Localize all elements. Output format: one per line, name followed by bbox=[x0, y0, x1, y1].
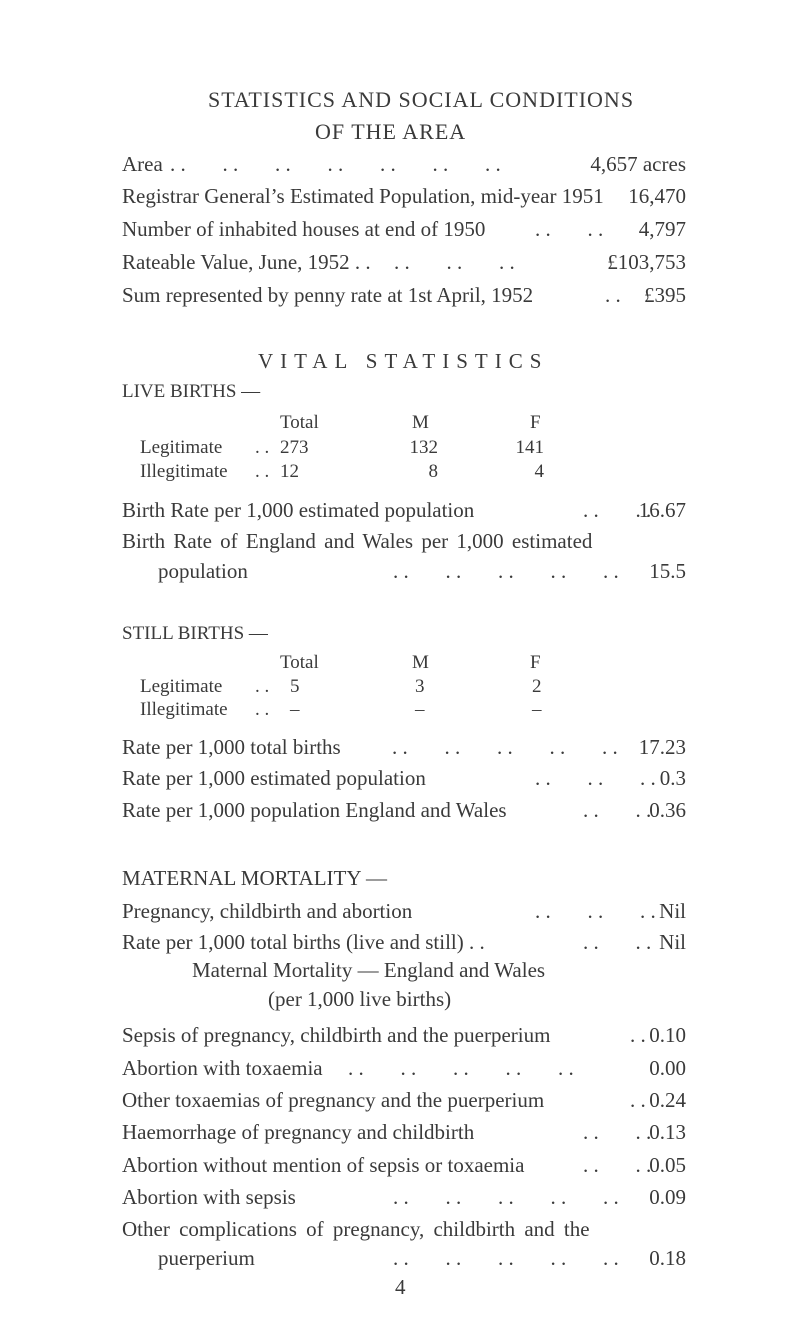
area-value: 4,657 acres bbox=[590, 152, 686, 176]
live-legitimate-dots: . . bbox=[255, 437, 270, 458]
live-births-col-total: Total bbox=[280, 412, 319, 433]
still-rate-total-births-label: Rate per 1,000 total births bbox=[122, 735, 341, 759]
still-illegitimate-m: – bbox=[415, 699, 425, 720]
vital-statistics-heading: VITAL STATISTICS bbox=[258, 349, 549, 373]
cause-abortion-sepsis-label: Abortion with sepsis bbox=[122, 1185, 296, 1209]
cause-abortion-toxaemia-value: 0.00 bbox=[649, 1056, 686, 1080]
houses-value: 4,797 bbox=[638, 217, 686, 241]
cause-other-toxaemias-value: 0.24 bbox=[649, 1088, 686, 1112]
cause-abortion-sepsis-value: 0.09 bbox=[649, 1185, 686, 1209]
live-legitimate-total: 273 bbox=[280, 437, 309, 458]
maternal-pregnancy-leader: . . . . . . bbox=[535, 899, 656, 923]
cause-other-complications-line2: puerperium bbox=[158, 1246, 255, 1270]
live-illegitimate-dots: . . bbox=[255, 461, 270, 482]
live-illegitimate-label: Illegitimate bbox=[140, 461, 228, 482]
rateable-label: Rateable Value, June, 1952 . . bbox=[122, 250, 371, 274]
still-legitimate-label: Legitimate bbox=[140, 676, 223, 697]
cause-sepsis-value: 0.10 bbox=[649, 1023, 686, 1047]
birth-rate-label: Birth Rate per 1,000 estimated population bbox=[122, 498, 475, 522]
houses-label: Number of inhabited houses at end of 1950 bbox=[122, 217, 486, 241]
population-label: Registrar General’s Estimated Population, mid-year 1951 bbox=[122, 184, 604, 208]
rateable-value: £103,753 bbox=[607, 250, 686, 274]
live-illegitimate-f: 4 bbox=[534, 461, 544, 482]
still-legitimate-dots: . . bbox=[255, 676, 270, 697]
maternal-pregnancy-label: Pregnancy, childbirth and abortion bbox=[122, 899, 413, 923]
houses-leader: . . . . bbox=[535, 217, 604, 241]
live-births-col-m: M bbox=[412, 412, 429, 433]
cause-sepsis-label: Sepsis of pregnancy, childbirth and the puerperium bbox=[122, 1023, 551, 1047]
ew-birth-rate-line2: population bbox=[158, 559, 248, 583]
still-rate-ew-label: Rate per 1,000 population England and Wales bbox=[122, 798, 507, 822]
still-rate-ew-value: 0.36 bbox=[649, 798, 686, 822]
cause-other-toxaemias-leader: . . bbox=[630, 1088, 646, 1112]
population-value: 16,470 bbox=[628, 184, 686, 208]
ew-birth-rate-leader: . . . . . . . . . . bbox=[393, 559, 619, 583]
birth-rate-value: 16.67 bbox=[638, 498, 686, 522]
still-rate-total-births-value: 17.23 bbox=[638, 735, 686, 759]
maternal-rate-label: Rate per 1,000 total births (live and still) . . bbox=[122, 930, 485, 954]
cause-other-toxaemias-label: Other toxaemias of pregnancy and the puerperium bbox=[122, 1088, 545, 1112]
cause-abortion-no-sepsis-label: Abortion without mention of sepsis or toxaemia bbox=[122, 1153, 525, 1177]
maternal-ew-subheading: (per 1,000 live births) bbox=[268, 987, 452, 1011]
cause-other-complications-leader: . . . . . . . . . . bbox=[393, 1246, 619, 1270]
still-births-col-f: F bbox=[530, 652, 541, 673]
still-legitimate-f: 2 bbox=[532, 676, 542, 697]
live-births-col-f: F bbox=[530, 412, 541, 433]
penny-rate-leader: . . bbox=[605, 283, 621, 307]
still-legitimate-m: 3 bbox=[415, 676, 425, 697]
ew-birth-rate-value: 15.5 bbox=[649, 559, 686, 583]
still-rate-population-label: Rate per 1,000 estimated population bbox=[122, 766, 426, 790]
area-leader: . . . . . . . . . . . . . . bbox=[170, 152, 501, 176]
cause-abortion-toxaemia-label: Abortion with toxaemia bbox=[122, 1056, 323, 1080]
maternal-ew-heading: Maternal Mortality — England and Wales bbox=[192, 958, 546, 982]
area-label: Area bbox=[122, 152, 163, 176]
still-illegitimate-total: – bbox=[290, 699, 300, 720]
still-legitimate-total: 5 bbox=[290, 676, 300, 697]
live-legitimate-label: Legitimate bbox=[140, 437, 223, 458]
still-rate-population-value: 0.3 bbox=[659, 766, 686, 790]
cause-other-complications-line1: Other complications of pregnancy, childbirth and the bbox=[122, 1217, 590, 1241]
penny-rate-label: Sum represented by penny rate at 1st April, 1952 bbox=[122, 283, 534, 307]
maternal-rate-leader: . . . . bbox=[583, 930, 652, 954]
penny-rate-value: £395 bbox=[644, 283, 686, 307]
cause-haemorrhage-leader: . . . . bbox=[583, 1120, 652, 1144]
live-births-heading: LIVE BIRTHS — bbox=[122, 381, 261, 402]
still-rate-total-births-leader: . . . . . . . . . . bbox=[392, 735, 618, 759]
maternal-heading: MATERNAL MORTALITY — bbox=[122, 866, 387, 890]
still-rate-population-leader: . . . . . . bbox=[535, 766, 656, 790]
maternal-pregnancy-value: Nil bbox=[659, 899, 686, 923]
still-births-heading: STILL BIRTHS — bbox=[122, 623, 268, 644]
still-births-col-m: M bbox=[412, 652, 429, 673]
live-illegitimate-m: 8 bbox=[428, 461, 438, 482]
live-illegitimate-total: 12 bbox=[280, 461, 299, 482]
cause-abortion-sepsis-leader: . . . . . . . . . . bbox=[393, 1185, 619, 1209]
live-legitimate-f: 141 bbox=[515, 437, 544, 458]
still-illegitimate-dots: . . bbox=[255, 699, 270, 720]
still-illegitimate-f: – bbox=[532, 699, 542, 720]
still-rate-ew-leader: . . . . bbox=[583, 798, 652, 822]
live-legitimate-m: 132 bbox=[409, 437, 438, 458]
cause-abortion-toxaemia-leader: . . . . . . . . . . bbox=[348, 1056, 574, 1080]
page-subtitle: OF THE AREA bbox=[315, 119, 467, 144]
cause-abortion-no-sepsis-value: 0.05 bbox=[649, 1153, 686, 1177]
ew-birth-rate-line1: Birth Rate of England and Wales per 1,000 estimated bbox=[122, 529, 593, 553]
birth-rate-leader: . . . . bbox=[583, 498, 652, 522]
cause-other-complications-value: 0.18 bbox=[649, 1246, 686, 1270]
page-number: 4 bbox=[395, 1275, 406, 1299]
cause-haemorrhage-label: Haemorrhage of pregnancy and childbirth bbox=[122, 1120, 475, 1144]
page-title: STATISTICS AND SOCIAL CONDITIONS bbox=[208, 87, 635, 112]
still-births-col-total: Total bbox=[280, 652, 319, 673]
still-illegitimate-label: Illegitimate bbox=[140, 699, 228, 720]
maternal-rate-value: Nil bbox=[659, 930, 686, 954]
cause-sepsis-leader: . . bbox=[630, 1023, 646, 1047]
cause-haemorrhage-value: 0.13 bbox=[649, 1120, 686, 1144]
rateable-leader: . . . . . . bbox=[394, 250, 515, 274]
cause-abortion-no-sepsis-leader: . . . . bbox=[583, 1153, 652, 1177]
